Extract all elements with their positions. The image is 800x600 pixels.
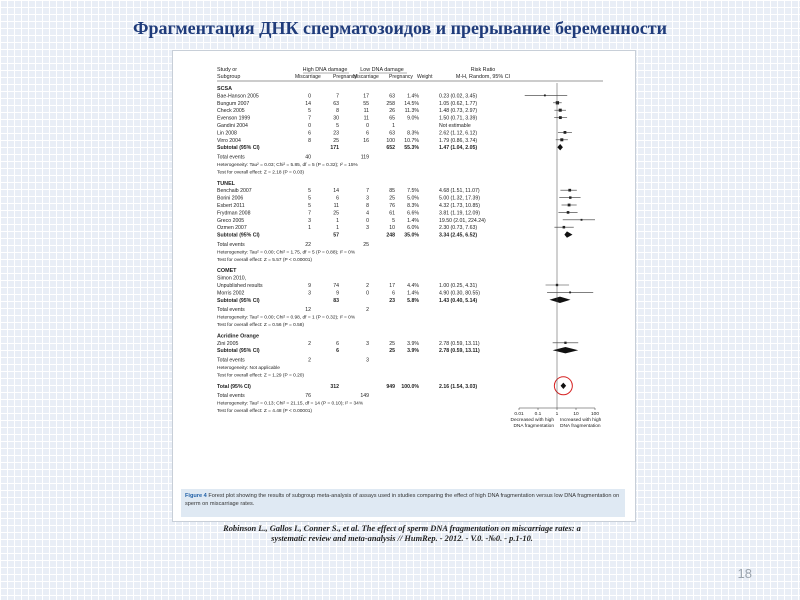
subtotal-low-total: 652 [386, 145, 395, 152]
study-high-pregnancy: 14 [333, 188, 339, 195]
study-ci-text: 1.50 (0.71, 3.39) [439, 115, 478, 122]
study-low-miscarriage: 55 [363, 100, 369, 107]
total-events-high: 2 [308, 357, 311, 364]
study-low-pregnancy: 63 [389, 130, 395, 137]
study-point [569, 196, 571, 198]
total-events-low: 3 [366, 357, 369, 364]
header-low-dna: Low DNA damage [360, 67, 404, 73]
study-weight: 10.7% [404, 137, 419, 144]
study-ci-text: 4.68 (1.51, 11.07) [439, 188, 480, 195]
study-point [569, 291, 571, 293]
study-name: Virro 2004 [217, 137, 241, 144]
header-pregnancy-high: Pregnancy [333, 74, 357, 80]
study-weight: 5.0% [407, 195, 419, 202]
subtotal-label: Subtotal (95% CI) [217, 297, 260, 304]
study-ci-text: 1.00 (0.25, 4.31) [439, 283, 478, 289]
citation-line-1: Robinson L., Gallos I., Conner S., et al. The effect of sperm DNA fragmentation on miscarriage rates: a [223, 524, 581, 533]
subtotal-diamond [564, 231, 572, 237]
study-low-pregnancy: 61 [389, 210, 395, 217]
study-point [568, 189, 571, 192]
study-high-pregnancy: 23 [333, 130, 339, 137]
subtotal-low-total: 23 [389, 297, 395, 304]
study-high-pregnancy: 6 [336, 340, 339, 347]
study-name: Simon 2010, [217, 275, 247, 282]
grand-overall-effect-text: Test for overall effect: Z = 4.48 (P < 0.00001) [217, 409, 313, 414]
total-events-low: 2 [366, 307, 369, 314]
study-name: Greco 2005 [217, 217, 245, 224]
study-ci-text: 4.32 (1.73, 10.85) [439, 203, 480, 209]
total-events-low: 25 [363, 242, 369, 248]
study-ci-text: 4.90 (0.30, 80.55) [439, 290, 480, 297]
study-point [544, 94, 546, 96]
total-events-high: 22 [305, 242, 311, 248]
study-high-pregnancy: 74 [333, 283, 339, 289]
study-weight: 8.3% [407, 203, 419, 209]
study-high-pregnancy: 5 [336, 123, 339, 129]
study-high-miscarriage: 8 [308, 137, 311, 144]
subtotal-high-total: 57 [333, 232, 339, 239]
study-low-miscarriage: 0 [366, 290, 369, 297]
study-high-pregnancy: 25 [333, 137, 339, 144]
study-weight: 14.5% [404, 100, 419, 107]
overall-effect-text: Test for overall effect: Z = 5.57 (P < 0.00001) [217, 257, 313, 263]
study-name: Lin 2008 [217, 130, 237, 137]
study-low-pregnancy: 100 [386, 137, 395, 144]
study-low-miscarriage: 3 [366, 195, 369, 202]
study-weight: 4.4% [407, 283, 419, 289]
study-point [564, 342, 566, 344]
study-ci-text: 2.62 (1.12, 6.12) [439, 130, 478, 137]
study-low-pregnancy: 258 [386, 100, 395, 107]
study-high-miscarriage: 0 [308, 93, 311, 100]
total-events-high: 40 [305, 154, 311, 161]
forest-plot-area [183, 61, 623, 533]
heterogeneity-text: Heterogeneity: Tau² = 0.00; Chi² = 1.75, df = 5 (P = 0.88); I² = 0% [217, 250, 356, 256]
study-weight: 3.9% [407, 340, 419, 347]
study-low-miscarriage: 11 [363, 115, 369, 122]
subtotal-weight: 3.9% [407, 348, 419, 355]
study-point [568, 204, 571, 207]
citation [196, 524, 608, 544]
forest-plot-figure [172, 50, 636, 522]
header-study: Study or [217, 67, 238, 73]
study-high-miscarriage: 1 [308, 225, 311, 232]
study-weight: 7.5% [407, 188, 419, 195]
study-weight: 9.0% [407, 115, 419, 122]
x-axis-tick-label: 0.1 [534, 412, 542, 417]
study-low-miscarriage: 0 [366, 123, 369, 129]
study-low-miscarriage: 7 [366, 188, 369, 195]
header-subgroup: Subgroup [217, 74, 241, 80]
overall-effect-text: Test for overall effect: Z = 1.29 (P = 0.20) [217, 373, 305, 379]
study-low-miscarriage: 17 [363, 93, 369, 100]
axis-right-label: Increased with high [560, 418, 602, 423]
subtotal-label: Subtotal (95% CI) [217, 232, 260, 239]
study-high-pregnancy: 6 [336, 195, 339, 202]
study-weight: 8.3% [407, 130, 419, 137]
subtotal-ci-text: 3.34 (2.45, 6.52) [439, 232, 478, 239]
study-high-miscarriage: 7 [308, 210, 311, 217]
study-high-miscarriage: 6 [308, 130, 311, 137]
subgroup-title: SCSA [217, 86, 232, 92]
forest-plot-svg [183, 61, 623, 489]
subtotal-high-total: 83 [333, 297, 339, 304]
study-low-miscarriage: 6 [366, 130, 369, 137]
study-low-miscarriage: 4 [366, 210, 369, 217]
study-low-pregnancy: 10 [389, 225, 395, 232]
heterogeneity-text: Heterogeneity: Tau² = 0.03; Chi² = 5.85, df = 5 (P = 0.32); I² = 15% [217, 163, 358, 168]
axis-left-label-2: DNA fragmentation [513, 424, 554, 429]
header-risk-ratio: Risk Ratio [470, 67, 496, 73]
study-point [559, 116, 562, 119]
total-high: 312 [330, 383, 339, 390]
total-diamond [561, 383, 567, 389]
study-low-miscarriage: 16 [363, 137, 369, 144]
grand-total-events-label: Total events [217, 393, 245, 400]
study-high-pregnancy: 9 [336, 290, 339, 297]
study-weight: 1.4% [407, 290, 419, 297]
study-high-pregnancy: 8 [336, 108, 339, 115]
study-low-pregnancy: 65 [389, 115, 395, 122]
citation-line-2: systematic review and meta-analysis // HumRep. - 2012. - V.0. -№0. - p.1-10. [271, 534, 533, 543]
study-ci-text: 1.05 (0.62, 1.77) [439, 100, 478, 107]
study-name: Evenson 1999 [217, 115, 251, 122]
study-ci-text: 2.78 (0.59, 13.11) [439, 340, 480, 347]
study-name: Ozmen 2007 [217, 225, 247, 232]
subtotal-high-total: 171 [330, 145, 339, 152]
study-weight: 1.4% [407, 93, 419, 100]
subtotal-diamond [557, 144, 563, 150]
total-events-label: Total events [217, 154, 245, 161]
subtotal-ci-text: 1.43 (0.40, 5.14) [439, 297, 478, 304]
study-low-miscarriage: 11 [363, 108, 369, 115]
grand-total-events-high: 76 [305, 393, 311, 400]
subgroup-title: COMET [217, 268, 237, 275]
study-low-pregnancy: 26 [389, 108, 395, 115]
header-weight: Weight [417, 74, 433, 80]
study-weight: 6.6% [407, 210, 419, 217]
header-pregnancy-low: Pregnancy [389, 74, 413, 80]
total-label: Total (95% CI) [217, 383, 251, 390]
grand-total-events-low: 149 [360, 393, 369, 400]
study-ci-text: 19.50 (2.01, 224.24) [439, 217, 486, 224]
study-high-miscarriage: 3 [308, 217, 311, 224]
study-name: Bungum 2007 [217, 100, 250, 107]
header-miscarriage-low: Miscarriage [353, 74, 379, 80]
study-high-pregnancy: 25 [333, 210, 339, 217]
study-high-miscarriage: 5 [308, 203, 311, 209]
x-axis-tick-label: 1 [555, 412, 559, 417]
study-ci-text: 1.79 (0.86, 3.74) [439, 137, 478, 144]
subtotal-diamond [553, 347, 579, 353]
study-ci-text: Not estimable [439, 123, 471, 129]
subtotal-ci-text: 2.78 (0.59, 13.11) [439, 348, 480, 355]
study-weight: 11.3% [404, 108, 419, 115]
study-low-miscarriage: 2 [366, 283, 369, 289]
total-events-label: Total events [217, 307, 245, 314]
study-low-miscarriage: 0 [366, 217, 369, 224]
subtotal-weight: 5.8% [407, 297, 419, 304]
study-high-miscarriage: 7 [308, 115, 311, 122]
study-low-pregnancy: 1 [392, 123, 395, 129]
study-low-pregnancy: 25 [389, 195, 395, 202]
study-point [560, 138, 563, 141]
study-high-pregnancy: 63 [333, 100, 339, 107]
study-point [559, 109, 562, 112]
study-high-miscarriage: 2 [308, 340, 311, 347]
study-ci-text: 0.23 (0.02, 3.45) [439, 93, 478, 100]
study-name: Gandini 2004 [217, 123, 248, 129]
subtotal-low-total: 248 [386, 232, 395, 239]
study-high-miscarriage: 5 [308, 188, 311, 195]
subtotal-label: Subtotal (95% CI) [217, 145, 260, 152]
subgroup-title: TUNEL [217, 180, 235, 187]
study-point [581, 219, 583, 221]
header-miscarriage-high: Miscarriage [295, 74, 321, 80]
study-name: Unpublished results [217, 283, 263, 289]
study-high-pregnancy: 1 [336, 225, 339, 232]
header-high-dna: High DNA damage [302, 67, 348, 73]
study-high-pregnancy: 30 [333, 115, 339, 122]
subtotal-high-total: 6 [336, 348, 339, 355]
study-weight: 1.4% [407, 217, 419, 224]
study-low-miscarriage: 8 [366, 203, 369, 209]
study-high-miscarriage: 5 [308, 195, 311, 202]
x-axis-tick-label: 0.01 [514, 412, 524, 417]
study-name: Benchaib 2007 [217, 188, 252, 195]
study-name: Morris 2002 [217, 290, 245, 297]
study-high-pregnancy: 11 [333, 203, 339, 209]
study-weight: 6.0% [407, 225, 419, 232]
figure-caption [181, 489, 625, 517]
study-name: Bae-Hanson 2005 [217, 93, 259, 100]
subtotal-weight: 55.3% [404, 145, 419, 152]
x-axis-tick-label: 100 [590, 412, 600, 417]
study-ci-text: 1.48 (0.73, 2.97) [439, 108, 478, 115]
total-events-label: Total events [217, 357, 245, 364]
study-name: Zini 2005 [217, 340, 239, 347]
subtotal-ci-text: 1.47 (1.04, 2.05) [439, 145, 478, 152]
study-point [567, 211, 570, 214]
heterogeneity-text: Heterogeneity: Tau² = 0.00; Chi² = 0.98, df = 1 (P = 0.32); I² = 0% [217, 315, 356, 321]
x-axis-tick-label: 10 [573, 412, 579, 417]
subtotal-weight: 35.0% [404, 232, 419, 239]
study-ci-text: 3.81 (1.19, 12.09) [439, 210, 480, 217]
subtotal-low-total: 25 [389, 348, 395, 355]
study-low-pregnancy: 76 [389, 203, 395, 209]
study-low-pregnancy: 5 [392, 217, 395, 224]
study-ci-text: 2.30 (0.73, 7.63) [439, 225, 478, 232]
header-mh-random: M-H, Random, 95% CI [455, 74, 511, 80]
overall-effect-text: Test for overall effect: Z = 0.56 (P = 0.58) [217, 323, 305, 328]
total-weight: 100.0% [401, 383, 419, 390]
heterogeneity-text: Heterogeneity: Not applicable [217, 366, 280, 371]
study-point [556, 101, 559, 104]
subtotal-diamond [549, 297, 570, 303]
study-low-pregnancy: 63 [389, 93, 395, 100]
caption-text: Forest plot showing the results of subgroup meta-analysis of assays used in studies comparing the effect of high DNA fragmentation versus low DNA fragmentation on sperm on miscarriage rates. [185, 493, 620, 507]
caption-label: Figure 4 [185, 493, 207, 499]
total-events-low: 119 [360, 154, 369, 161]
study-low-miscarriage: 3 [366, 340, 369, 347]
study-name: Frydman 2008 [217, 210, 251, 217]
study-ci-text: 5.00 (1.32, 17.39) [439, 195, 480, 202]
study-point [564, 131, 567, 134]
study-low-pregnancy: 25 [389, 340, 395, 347]
total-events-label: Total events [217, 242, 245, 248]
total-ci-text: 2.16 (1.54, 3.03) [439, 383, 478, 390]
study-name: Borini 2006 [217, 195, 244, 202]
study-high-miscarriage: 3 [308, 290, 311, 297]
study-point [563, 226, 566, 229]
slide-title: Фрагментация ДНК сперматозоидов и прерывание беременности [133, 18, 667, 38]
axis-left-label: Decreased with high [510, 418, 554, 423]
study-low-miscarriage: 3 [366, 225, 369, 232]
study-low-pregnancy: 6 [392, 290, 395, 297]
study-name: Check 2005 [217, 108, 245, 115]
subgroup-title: Acridine Orange [217, 333, 259, 340]
total-events-high: 12 [305, 307, 311, 314]
overall-effect-text: Test for overall effect: Z = 2.18 (P = 0.03) [217, 170, 305, 176]
study-high-miscarriage: 9 [308, 283, 311, 289]
total-low: 949 [386, 383, 395, 390]
study-high-miscarriage: 14 [305, 100, 311, 107]
study-name: Esbert 2011 [217, 203, 245, 209]
axis-right-label-2: DNA fragmentation [560, 424, 601, 429]
grand-heterogeneity-text: Heterogeneity: Tau² = 0.13; Chi² = 21.15, df = 14 (P = 0.10); I² = 34% [217, 401, 364, 407]
study-high-miscarriage: 5 [308, 108, 311, 115]
subtotal-label: Subtotal (95% CI) [217, 348, 260, 355]
study-low-pregnancy: 17 [389, 283, 395, 289]
study-high-pregnancy: 7 [336, 93, 339, 100]
study-low-pregnancy: 85 [389, 188, 395, 195]
page-number: 18 [737, 566, 752, 581]
study-high-pregnancy: 1 [336, 217, 339, 224]
study-high-miscarriage: 0 [308, 123, 311, 129]
